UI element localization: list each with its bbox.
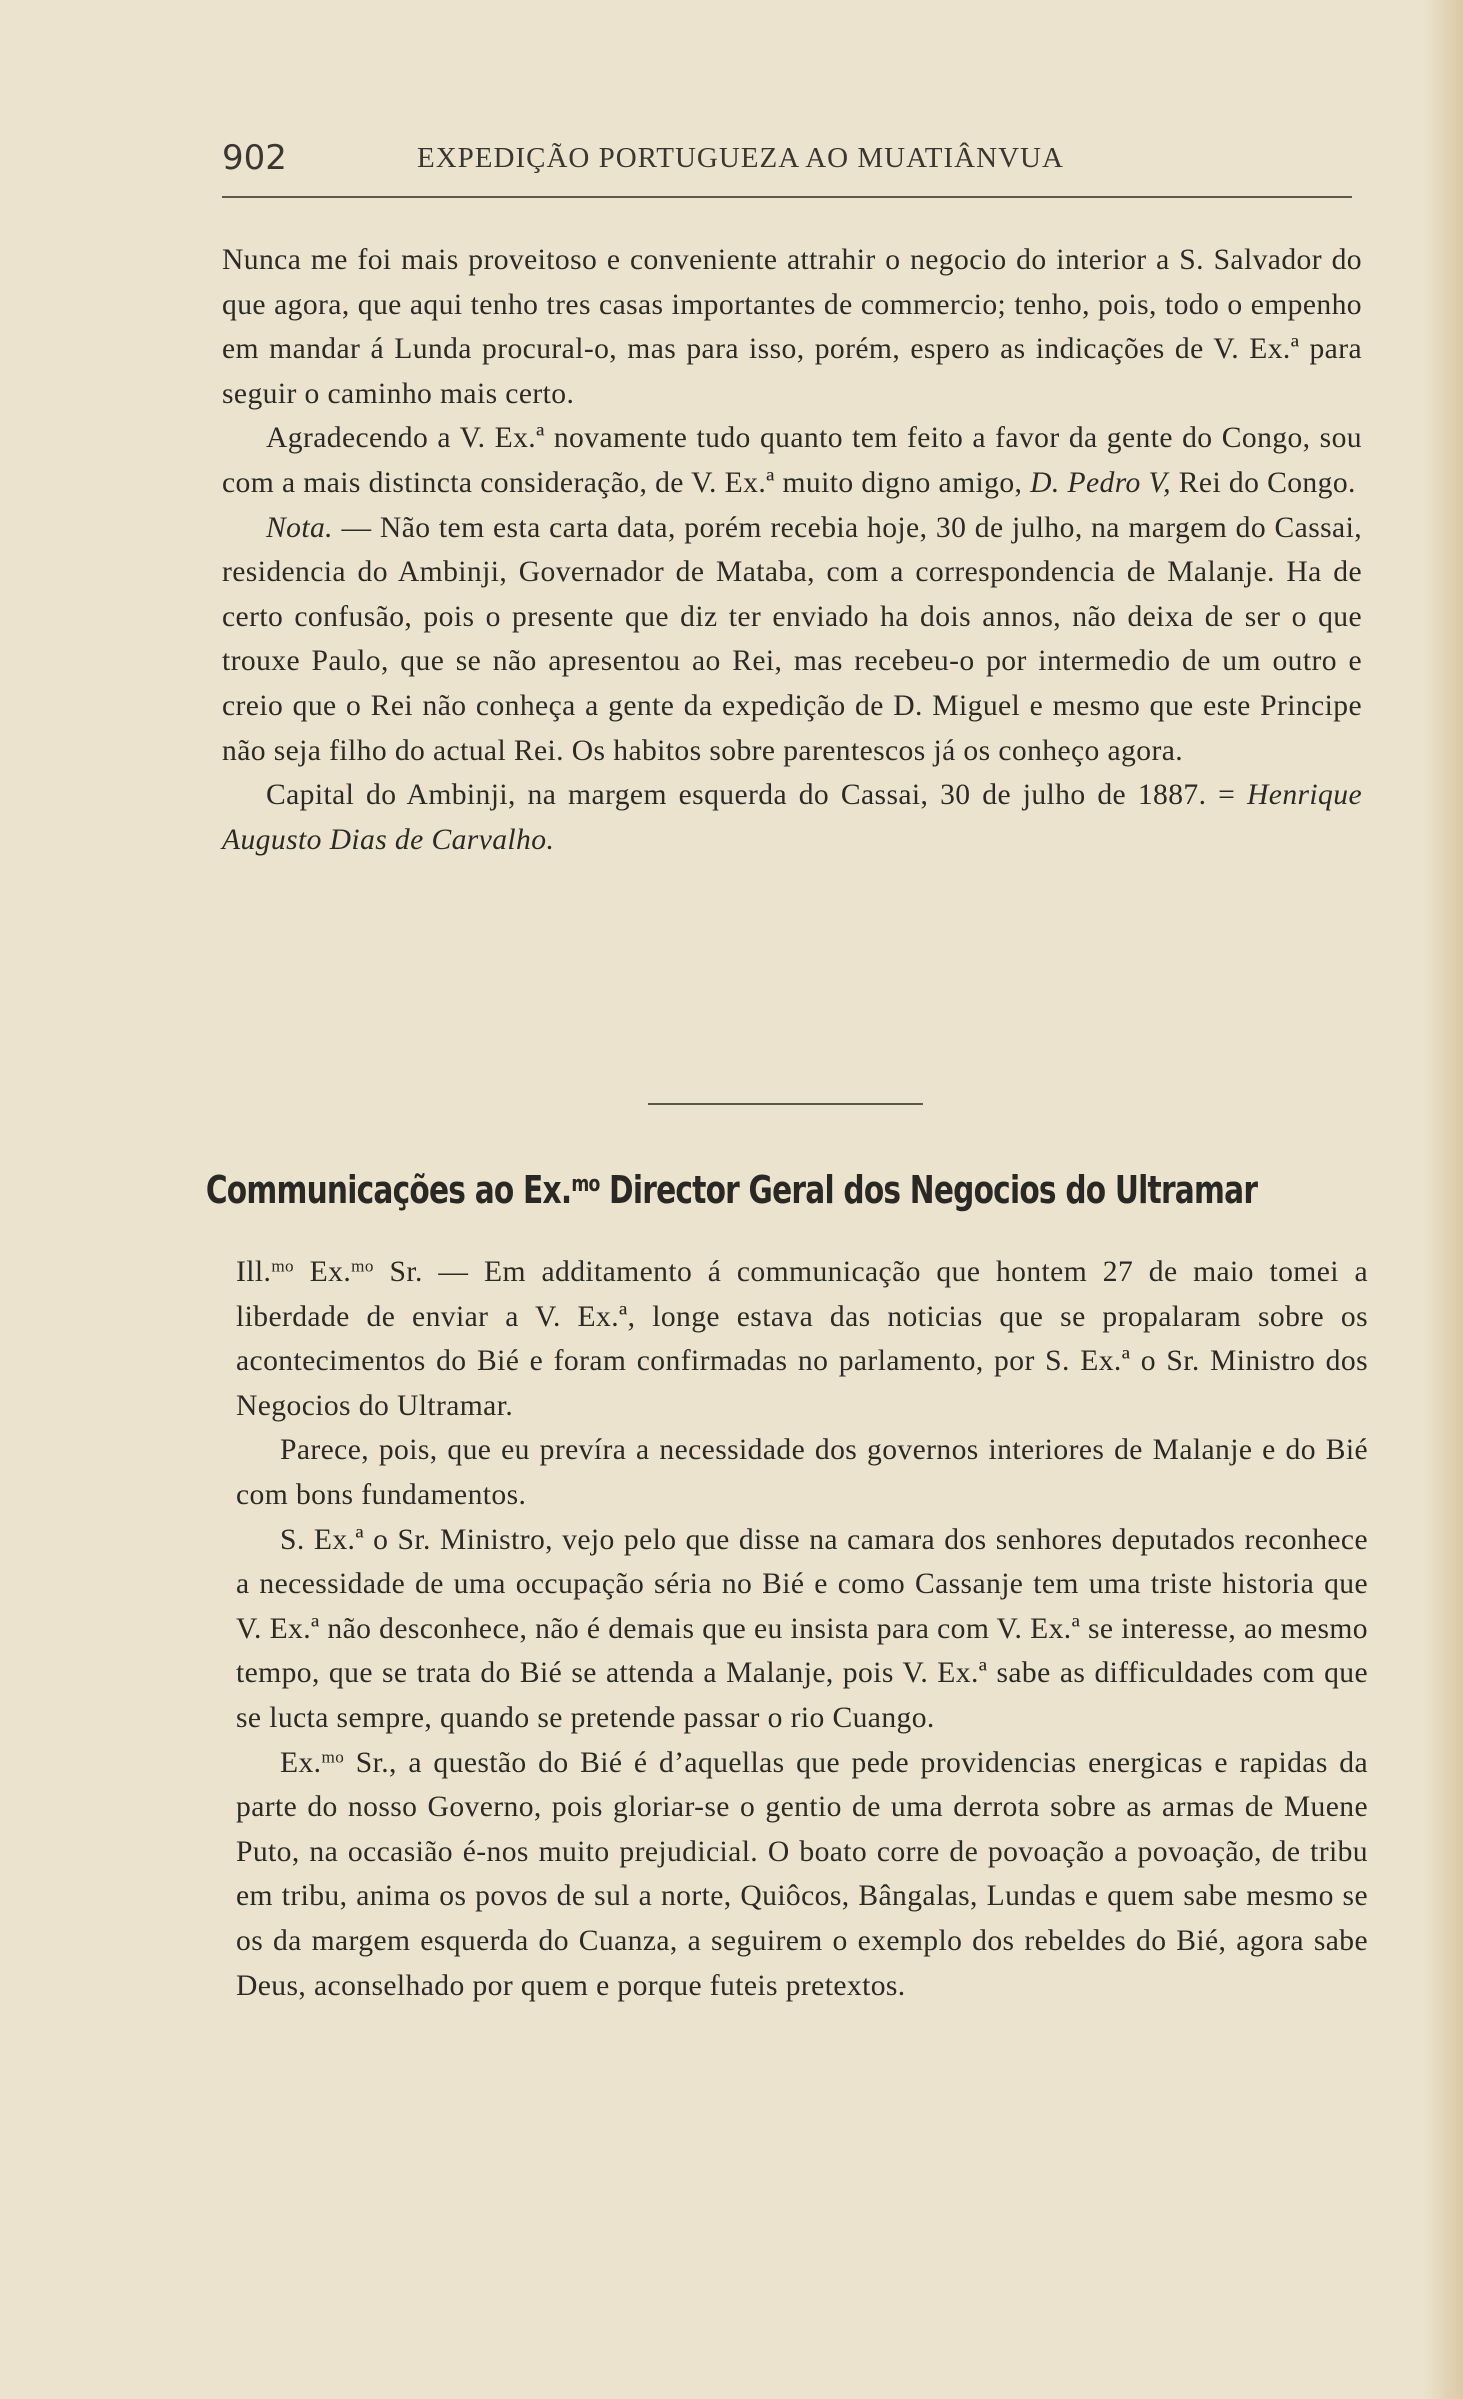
letter-signature: D. Pedro V, bbox=[1030, 466, 1171, 499]
section-paragraph-1 bbox=[236, 1250, 1368, 1428]
running-title: EXPEDIÇÃO PORTUGUEZA AO MUATIÂNVUA bbox=[417, 142, 1064, 174]
page-edge-shadow bbox=[1423, 0, 1463, 2399]
heading-superscript: mo bbox=[571, 1171, 600, 1197]
closing-author: Henrique Augusto Dias de Carvalho. bbox=[222, 779, 1362, 856]
header-rule bbox=[222, 196, 1352, 198]
salutation-sup-2: mo bbox=[351, 1256, 374, 1276]
section-body bbox=[236, 1250, 1368, 2008]
note-text: — Não tem esta carta data, porém recebia hoje, 30 de julho, na margem do Cassai, residencia do Ambinji, Governador de Mataba, com a correspondencia de Malanje. Ha de certo confusão, pois o presente que diz ter enviado ha dois annos, não deixa de ser o que trouxe Paulo, que se não apresentou ao Rei, mas recebeu-o por intermedio de um outro e creio que o Rei não conheça a gente da expedição de D. Miguel e mesmo que este Principe não seja filho do actual Rei. Os habitos sobre parentescos já os conheço agora. bbox=[222, 511, 1362, 767]
paragraph-4-ex: Ex. bbox=[280, 1746, 322, 1779]
section-heading bbox=[161, 1168, 1302, 1212]
letter-closing: Agradecendo a V. Ex.ª novamente tudo quanto tem feito a favor da gente do Congo, sou com a mais distincta consideração, de V. Ex.ª muito digno amigo, bbox=[222, 422, 1362, 499]
salutation-sup-1: mo bbox=[271, 1256, 295, 1276]
letter-paragraph-1: Nunca me foi mais proveitoso e conveniente attrahir o negocio do interior a S. Salvador do que agora, que aqui tenho tres casas importantes de commercio; tenho, pois, todo o empenho em mandar á Lunda procural-o, mas para isso, porém, espero as indicações de V. Ex.ª para seguir o caminho mais certo. bbox=[222, 244, 1362, 410]
heading-text-end: Director Geral dos Negocios do Ultramar bbox=[599, 1168, 1258, 1212]
page-number: 902 bbox=[222, 138, 287, 178]
letter-signature-title: Rei do Congo. bbox=[1178, 466, 1356, 499]
section-paragraph-4 bbox=[236, 1741, 1368, 2009]
letter-paragraph-2 bbox=[222, 416, 1362, 505]
section-divider bbox=[648, 1103, 923, 1105]
section-paragraph-3: S. Ex.ª o Sr. Ministro, vejo pelo que disse na camara dos senhores deputados reconhece a necessidade de uma occupação séria no Bié e como Cassanje tem uma triste historia que V. Ex.ª não desconhece, não é demais que eu insista para com V. Ex.ª se interesse, ao mesmo tempo, que se trata do Bié se attenda a Malanje, pois V. Ex.ª sabe as difficuldades com que se lucta sempre, quando se pretende passar o rio Cuango. bbox=[236, 1523, 1368, 1734]
section-paragraph-4-text: Sr., a questão do Bié é d’aquellas que pede providencias energicas e rapidas da parte do nosso Governo, pois gloriar-se o gentio de uma derrota sobre as armas de Muene Puto, na occasião é-nos muito prejudicial. O boato corre de povoação a povoação, de tribu em tribu, anima os povos de sul a norte, Quiôcos, Bângalas, Lundas e quem sabe mesmo se os da margem esquerda do Cuanza, a seguirem o exemplo dos rebeldes do Bié, agora sabe Deus, aconselhado por quem e porque futeis pretextos. bbox=[236, 1746, 1368, 2002]
paragraph-4-sup: mo bbox=[321, 1747, 345, 1767]
page-header bbox=[222, 138, 1352, 182]
salutation-ex: Ex. bbox=[294, 1256, 352, 1288]
closing-place-date: Capital do Ambinji, na margem esquerda do Cassai, 30 de julho de 1887. = bbox=[266, 779, 1236, 812]
note-paragraph bbox=[222, 506, 1362, 774]
note-label: Nota. bbox=[266, 511, 333, 544]
salutation-ill: Ill. bbox=[236, 1256, 272, 1288]
letter-body bbox=[222, 238, 1362, 862]
heading-text-start: Communicações ao Ex. bbox=[205, 1168, 572, 1212]
closing-paragraph bbox=[222, 773, 1362, 862]
section-paragraph-1-text: Sr. — Em additamento á communicação que hontem 27 de maio tomei a liberdade de enviar a V. Ex.ª, longe estava das noticias que se propalaram sobre os acontecimentos do Bié e foram confirmadas no parlamento, por S. Ex.ª o Sr. Ministro dos Negocios do Ultramar. bbox=[236, 1256, 1369, 1422]
section-paragraph-2: Parece, pois, que eu prevíra a necessidade dos governos interiores de Malanje e do Bié com bons fundamentos. bbox=[236, 1434, 1368, 1511]
